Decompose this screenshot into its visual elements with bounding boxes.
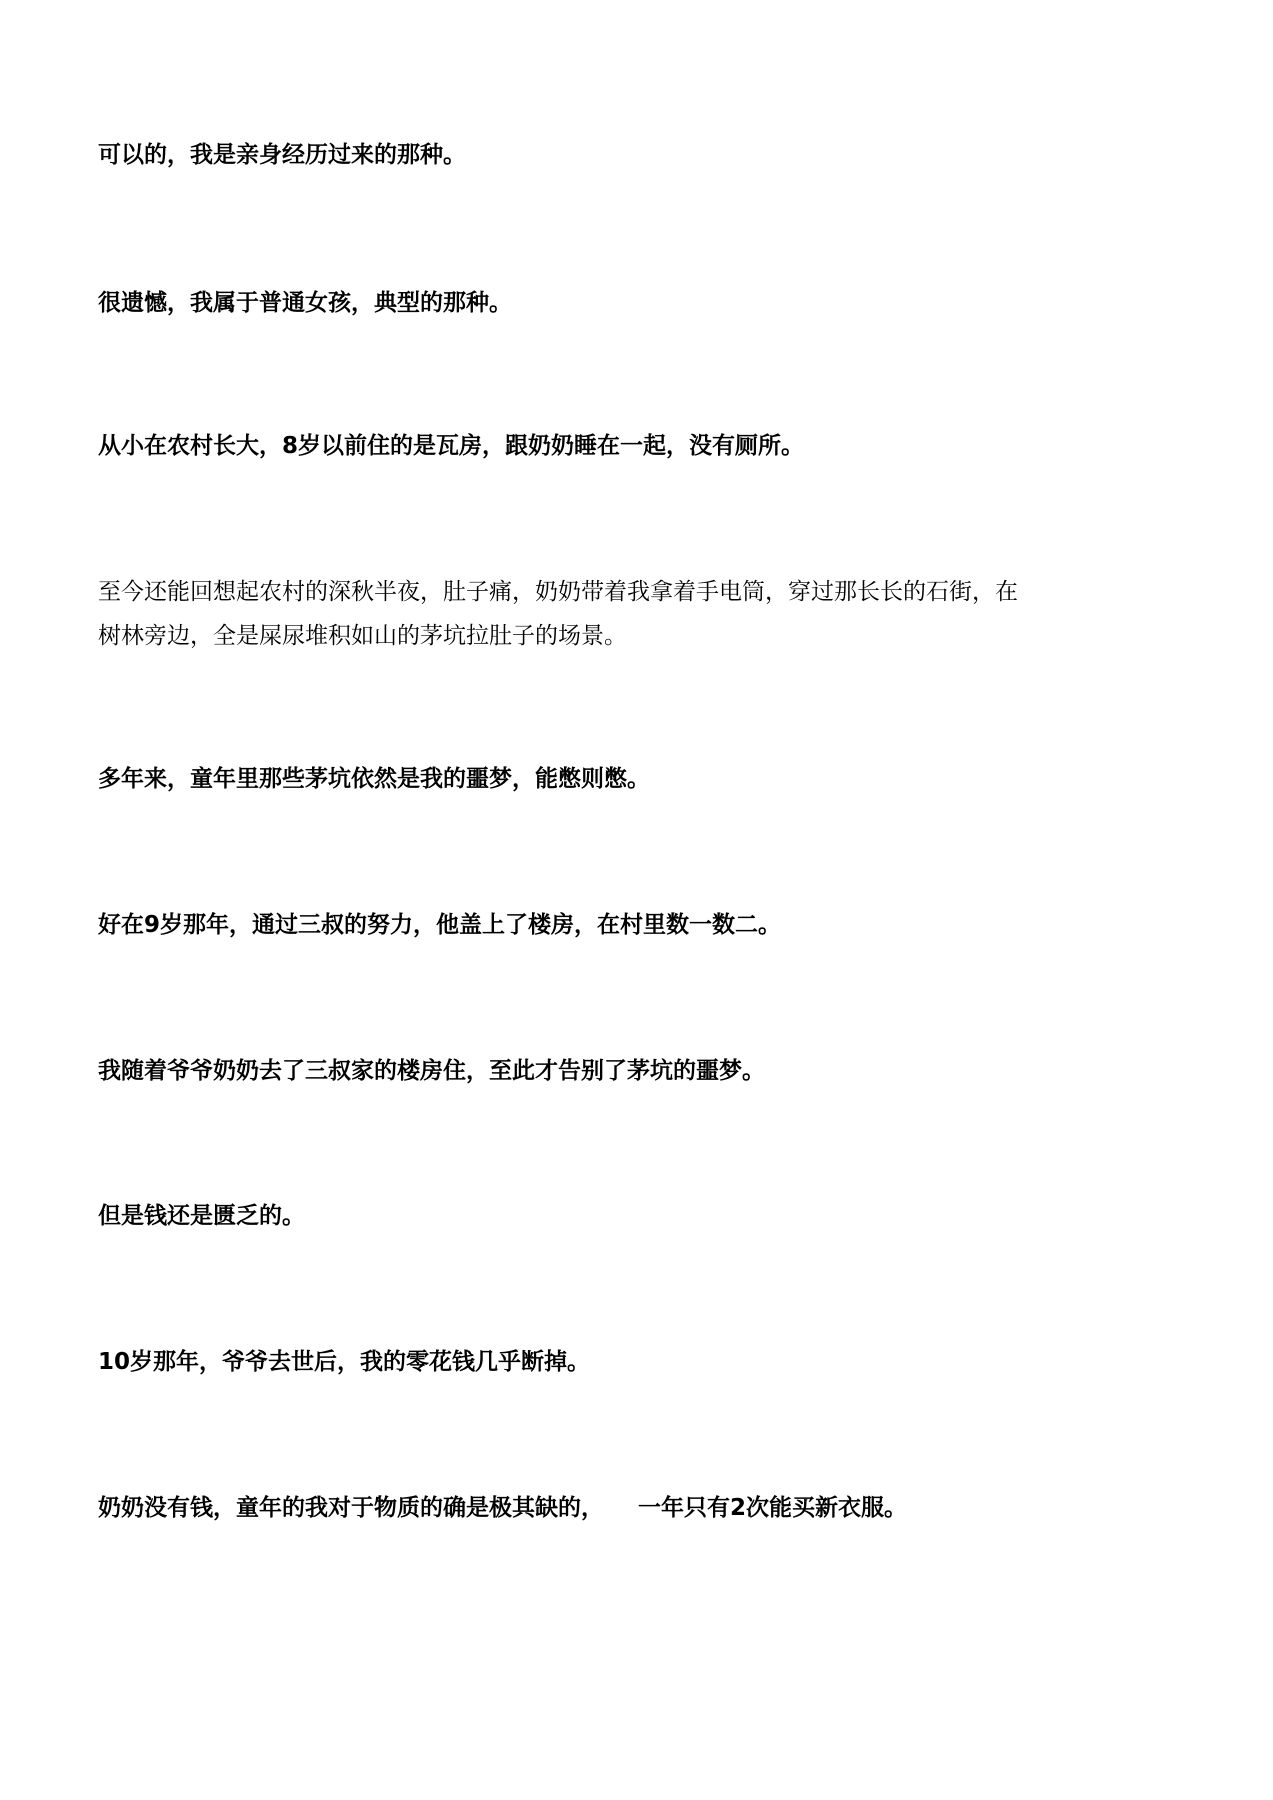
paragraph-9: 10岁那年，爷爷去世后，我的零花钱几乎断掉。: [98, 1349, 591, 1375]
paragraph-4-line-1: 至今还能回想起农村的深秋半夜，肚子痛，奶奶带着我拿着手电筒，穿过那长长的石街，在: [98, 579, 1018, 605]
paragraph-6: 好在9岁那年，通过三叔的努力，他盖上了楼房，在村里数一数二。: [98, 912, 782, 938]
paragraph-10: [98, 1486, 1178, 1530]
paragraph-4: [98, 570, 1178, 658]
paragraph-1: 可以的，我是亲身经历过来的那种。: [98, 142, 466, 168]
paragraph-2: 很遗憾，我属于普通女孩，典型的那种。: [98, 290, 512, 316]
paragraph-8: 但是钱还是匮乏的。: [98, 1203, 305, 1229]
paragraph-4-line-2: 树林旁边，全是屎尿堆积如山的茅坑拉肚子的场景。: [98, 623, 627, 649]
paragraph-7: 我随着爷爷奶奶去了三叔家的楼房住，至此才告别了茅坑的噩梦。: [98, 1058, 765, 1084]
paragraph-10-part-1: 奶奶没有钱，童年的我对于物质的确是极其缺的，: [98, 1495, 604, 1521]
paragraph-10-part-2: 一年只有2次能买新衣服。: [638, 1495, 908, 1521]
paragraph-5: 多年来，童年里那些茅坑依然是我的噩梦，能憋则憋。: [98, 766, 650, 792]
paragraph-3: 从小在农村长大，8岁以前住的是瓦房，跟奶奶睡在一起，没有厕所。: [98, 433, 805, 459]
